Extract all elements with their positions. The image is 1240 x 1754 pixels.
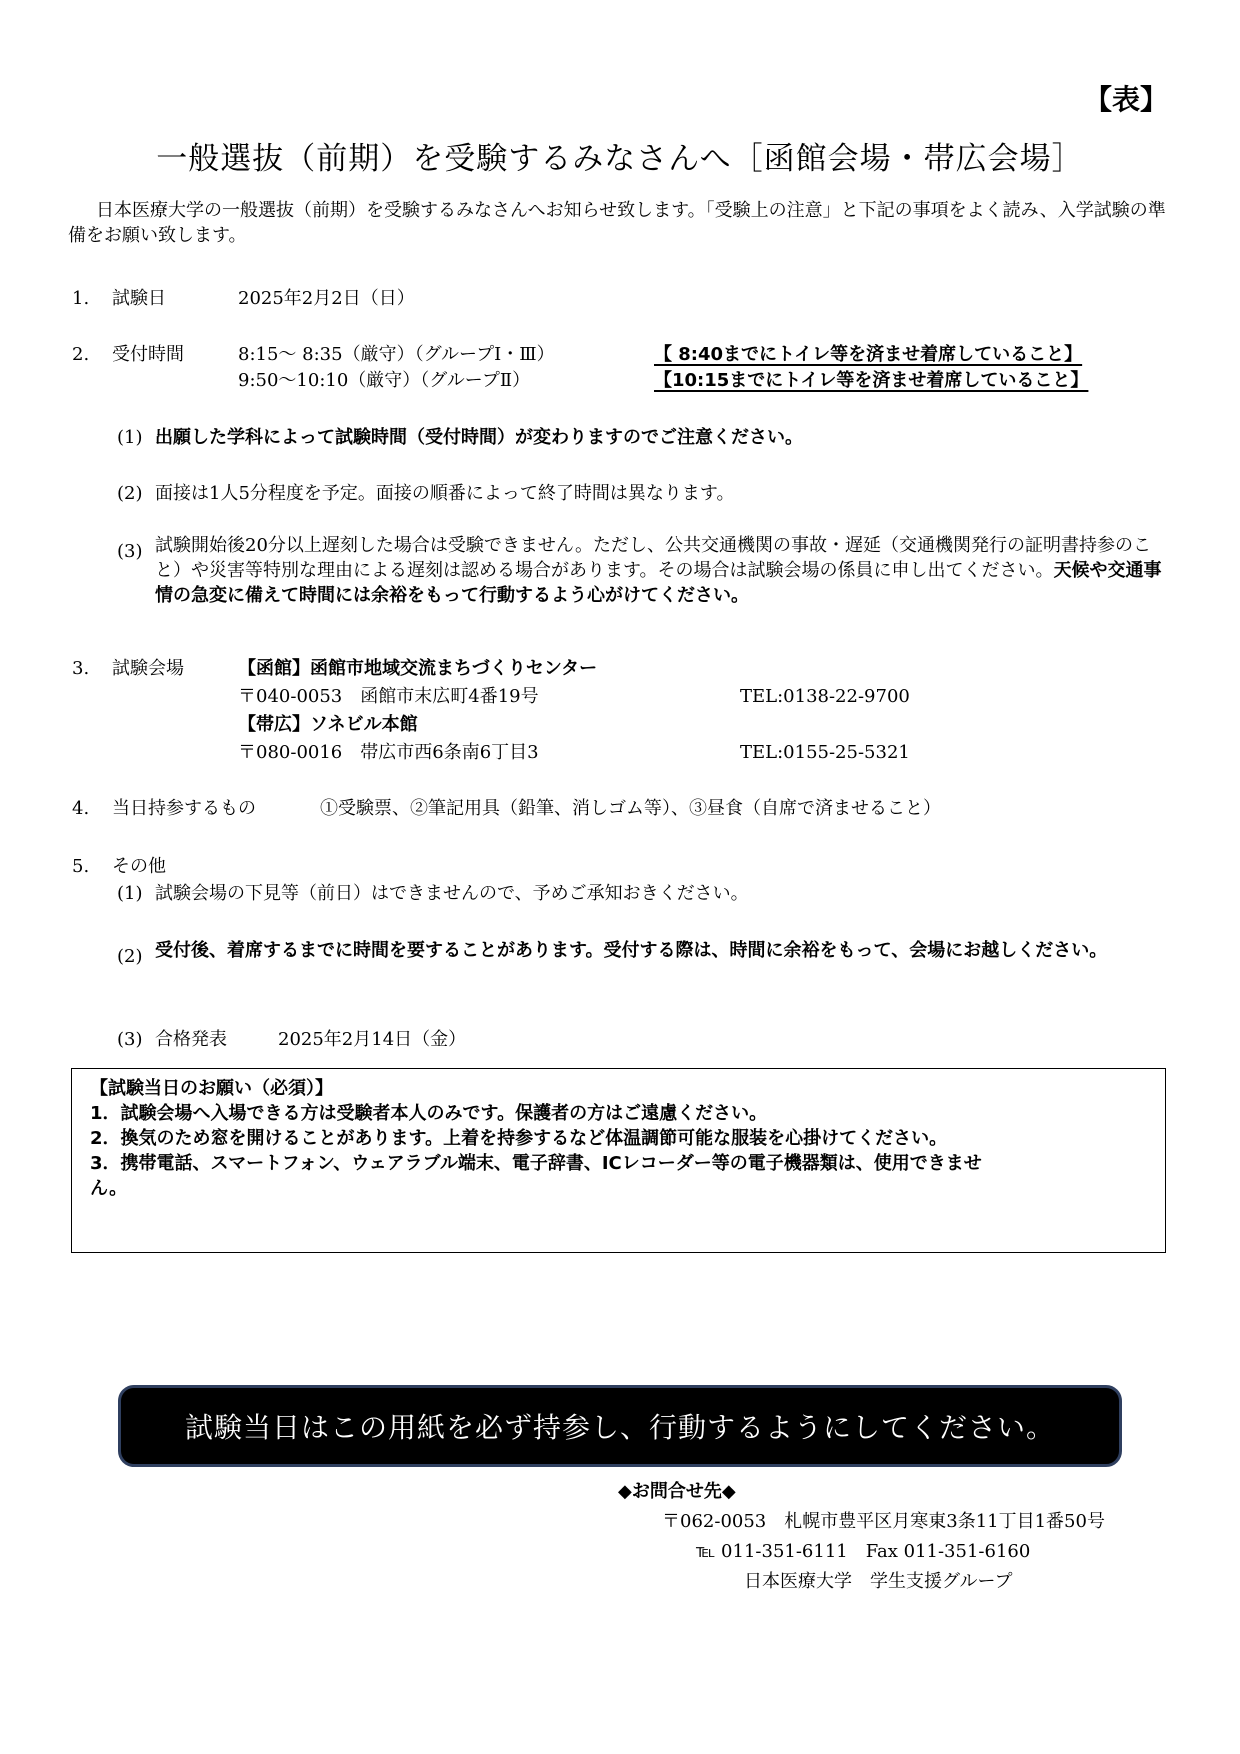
- section-4-number: 4.: [72, 798, 90, 819]
- other-2-text: 受付後、着席するまでに時間を要することがあります。受付する際は、時間に余裕をもって、会場にお越しください。: [155, 940, 1108, 961]
- venue-hakodate-name: 【函館】函館市地域交流まちづくりセンター: [238, 658, 598, 679]
- result-announcement-date: 2025年2月14日（金）: [278, 1029, 467, 1050]
- other-1-number: (1): [117, 883, 143, 904]
- note-3-text-regular: 試験開始後20分以上遅刻した場合は受験できません。ただし、公共交通機関の事故・遅延（交通機関発行の証明書持参のこと）や災害等特別な理由による遅刻は認める場合があります。その場合は試験会場の係員に申し出てください。: [155, 535, 1151, 581]
- section-4-label: 当日持参するもの: [112, 798, 256, 819]
- section-3-number: 3.: [72, 658, 90, 679]
- page-title: 一般選抜（前期）を受験するみなさんへ［函館会場・帯広会場］: [156, 141, 1084, 177]
- reception-time-group-1-3: 8:15～ 8:35（厳守）（グループⅠ・Ⅲ）: [238, 344, 555, 365]
- section-1-label: 試験日: [112, 288, 166, 309]
- request-1: 1．試験会場へ入場できる方は受験者本人のみです。保護者の方はご遠慮ください。: [90, 1103, 768, 1124]
- venue-obihiro-name: 【帯広】ソネビル本館: [238, 714, 418, 735]
- section-3-label: 試験会場: [112, 658, 184, 679]
- items-to-bring: ①受験票、②筆記用具（鉛筆、消しゴム等）、③昼食（自席で済ませること）: [320, 798, 941, 819]
- note-1-text: 出願した学科によって試験時間（受付時間）が変わりますのでご注意ください。: [155, 427, 803, 448]
- section-5-number: 5.: [72, 856, 90, 877]
- note-2-text: 面接は1人5分程度を予定。面接の順番によって終了時間は異なります。: [155, 483, 735, 504]
- request-3-continued: ん。: [90, 1178, 128, 1199]
- exam-day-requests-box: [71, 1068, 1166, 1253]
- other-3-number: (3): [117, 1029, 143, 1050]
- intro-paragraph: 日本医療大学の一般選抜（前期）を受験するみなさんへお知らせ致します。「受験上の注意」と下記の事項をよく読み、入学試験の準備をお願い致します。: [68, 200, 1166, 246]
- contact-heading: ◆お問合せ先◆: [618, 1481, 736, 1502]
- exam-date: 2025年2月2日（日）: [238, 288, 415, 309]
- venue-obihiro-address: 〒080-0016 帯広市西6条南6丁目3: [238, 742, 539, 763]
- reception-note-group-2: 【10:15までにトイレ等を済ませ着席していること】: [654, 370, 1089, 391]
- reception-time-group-2: 9:50～10:10（厳守）（グループⅡ）: [238, 370, 531, 391]
- note-3-text-bold: 天候や交通事情の急変に備えて時間には余裕をもって行動するよう心がけてください。: [155, 560, 1162, 606]
- reminder-banner: 試験当日はこの用紙を必ず持参し、行動するようにしてください。: [118, 1385, 1122, 1467]
- venue-hakodate-address: 〒040-0053 函館市末広町4番19号: [238, 686, 539, 707]
- reception-note-group-1-3: 【 8:40までにトイレ等を済ませ着席していること】: [654, 344, 1083, 365]
- result-announcement-label: 合格発表: [155, 1029, 227, 1050]
- page-side-mark: 【表】: [1083, 83, 1168, 116]
- other-1-text: 試験会場の下見等（前日）はできませんので、予めご承知おきください。: [155, 883, 749, 904]
- note-2-number: (2): [117, 483, 143, 504]
- request-2: 2．換気のため窓を開けることがあります。上着を持参するなど体温調節可能な服装を心掛けてください。: [90, 1128, 948, 1149]
- venue-hakodate-tel: TEL:0138-22-9700: [740, 686, 910, 707]
- note-3-number: (3): [117, 541, 143, 562]
- venue-obihiro-tel: TEL:0155-25-5321: [740, 742, 910, 763]
- note-3-text: [155, 533, 1165, 608]
- requests-title: 【試験当日のお願い（必須）】: [90, 1078, 333, 1099]
- section-2-number: 2.: [72, 344, 90, 365]
- section-2-label: 受付時間: [112, 344, 184, 365]
- contact-address: 〒062-0053 札幌市豊平区月寒東3条11丁目1番50号: [662, 1511, 1105, 1532]
- note-1-number: (1): [117, 427, 143, 448]
- request-3: 3．携帯電話、スマートフォン、ウェアラブル端末、電子辞書、ICレコーダー等の電子機器類は、使用できませ: [90, 1153, 982, 1174]
- contact-phone: ℡ 011-351-6111 Fax 011-351-6160: [696, 1541, 1031, 1562]
- section-1-number: 1.: [72, 288, 90, 309]
- other-2-number: (2): [117, 946, 143, 967]
- section-5-label: その他: [112, 856, 166, 877]
- contact-organization: 日本医療大学 学生支援グループ: [744, 1571, 1013, 1592]
